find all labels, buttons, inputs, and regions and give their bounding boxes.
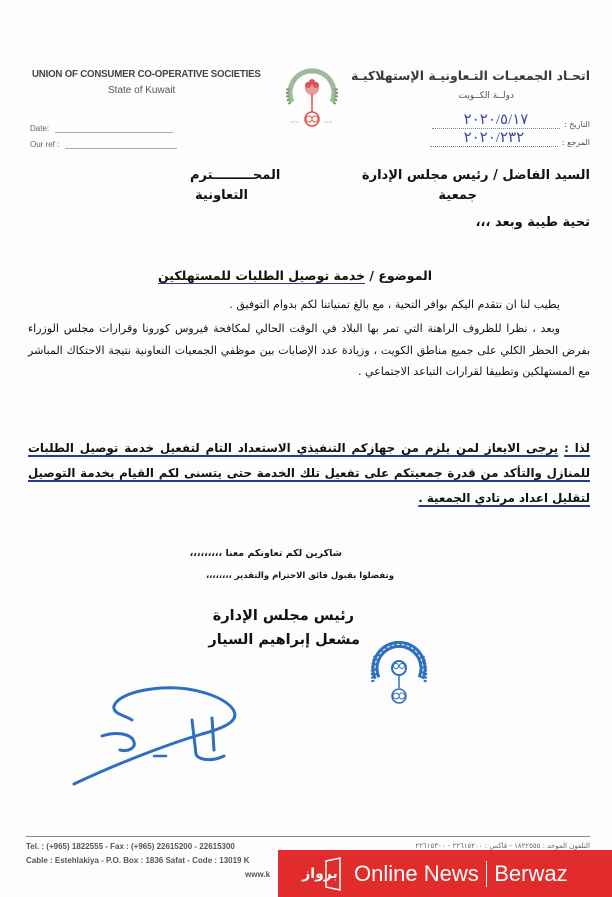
brand-online-news: Online News <box>354 860 479 886</box>
svg-text:~~: ~~ <box>290 120 299 126</box>
english-state: State of Kuwait <box>108 85 176 96</box>
berwaz-logo-text: برواز <box>302 865 338 882</box>
body-paragraph-2: وبعد ، نظرا للظروف الراهنة التي تمر بها البلاد في الوقت الحالي لمكافحة فيروس كورونا وقرارات مجلس الوزراء بفرض الحظر الكلي على جميع مناطق الكويت ، وزيادة عدد الإصابات بين موظفي الجمعيات التعاونية نتيجة الاحتكاك المباشر مع المستهلكين وتطبيقا لقرارات التباعد الاجتماعي . <box>28 322 590 378</box>
footer-divider <box>26 836 590 837</box>
brand-berwaz: Berwaz <box>494 860 568 886</box>
arabic-ref-field <box>430 130 590 147</box>
subject-label: الموضوع / <box>369 268 432 283</box>
date-line <box>55 124 173 133</box>
english-date-label: Date: <box>30 124 50 133</box>
greeting: تحية طيبة وبعد ،،، <box>475 215 590 230</box>
signatory-title: رئيس مجلس الإدارة <box>212 608 354 624</box>
footer-website: www.k <box>245 870 271 879</box>
subject-line <box>158 268 432 283</box>
footer-cable: Cable : Estehlakiya - P.O. Box : 1836 Safat - Code : 13019 K <box>26 856 250 865</box>
addressee-line1: السيد الفاضل / رئيس مجلس الإدارة <box>361 168 590 183</box>
arabic-date-value: ٢٠٢٠/٥/١٧ <box>432 112 560 129</box>
english-date-field <box>30 124 173 133</box>
arabic-ref-label: المرجع : <box>561 138 590 147</box>
signatory-name: مشعل إبراهيم السيار <box>208 632 360 648</box>
handwritten-signature-icon <box>72 676 262 786</box>
berwaz-logo <box>292 857 348 891</box>
english-ref-field <box>30 140 177 149</box>
body-paragraph-3 <box>28 436 590 511</box>
svg-text:~~: ~~ <box>324 120 333 126</box>
addressee-line2: جمعية <box>438 188 477 203</box>
english-ref-label: Our ref : <box>30 140 60 149</box>
arabic-state: دولــة الكــويت <box>458 91 514 101</box>
addressee-respect: المحـــــــــترم <box>190 168 281 183</box>
body-paragraph-3-lead: لذا : <box>564 441 590 455</box>
body-paragraph-1: يطيب لنا ان نتقدم اليكم بوافر التحية ، مع بالغ تمنياتنا لكم بدوام التوفيق . <box>229 298 560 311</box>
subject-text: خدمة توصيل الطلبات للمستهلكين <box>158 268 366 283</box>
arabic-ref-value: ٢٠٢٠/٢٣٢ <box>430 130 558 147</box>
footer-tel: Tel. : (+965) 1822555 - Fax : (+965) 22615200 - 22615300 <box>26 842 235 851</box>
union-emblem-icon <box>284 58 340 134</box>
official-stamp-icon <box>367 628 431 708</box>
closing-regards: وتفضلوا بقبول فائق الاحترام والتقدير ،،،،،،،، <box>205 571 394 581</box>
arabic-date-label: التاريخ : <box>563 120 590 129</box>
berwaz-watermark-banner <box>278 850 612 897</box>
ref-line <box>65 140 177 149</box>
brand-separator <box>486 861 488 887</box>
english-org-name: UNION OF CONSUMER CO-OPERATIVE SOCIETIES <box>32 68 261 80</box>
closing-thanks: شاكرين لكم تعاونكم معنا ،،،،،،،،، <box>189 548 342 559</box>
body-paragraph-3-text: يرجى الايعاز لمن يلزم من جهازكم التنفيذي الاستعداد التام لتفعيل خدمة توصيل الطلبات للمنازل والتأكد من قدرة جمعيتكم على تفعيل تلك الخدمة حتى يتسنى لكم القيام بخدمة التوصيل لتقليل اعداد مرتادي الجمعية . <box>28 441 590 505</box>
arabic-org-name: اتحـاد الجمعيـات التـعاونيـة الإستهلاكيـة <box>351 68 590 83</box>
footer-arabic-contact: التلفون الموحد : ١٨٢٢٥٥٥ - فاكس : ٢٢٦١٥٢٠٠ - ٢٢٦١٥٣٠٠ <box>415 842 590 850</box>
addressee-coop: التعاونية <box>195 188 249 203</box>
arabic-date-field <box>432 112 590 129</box>
